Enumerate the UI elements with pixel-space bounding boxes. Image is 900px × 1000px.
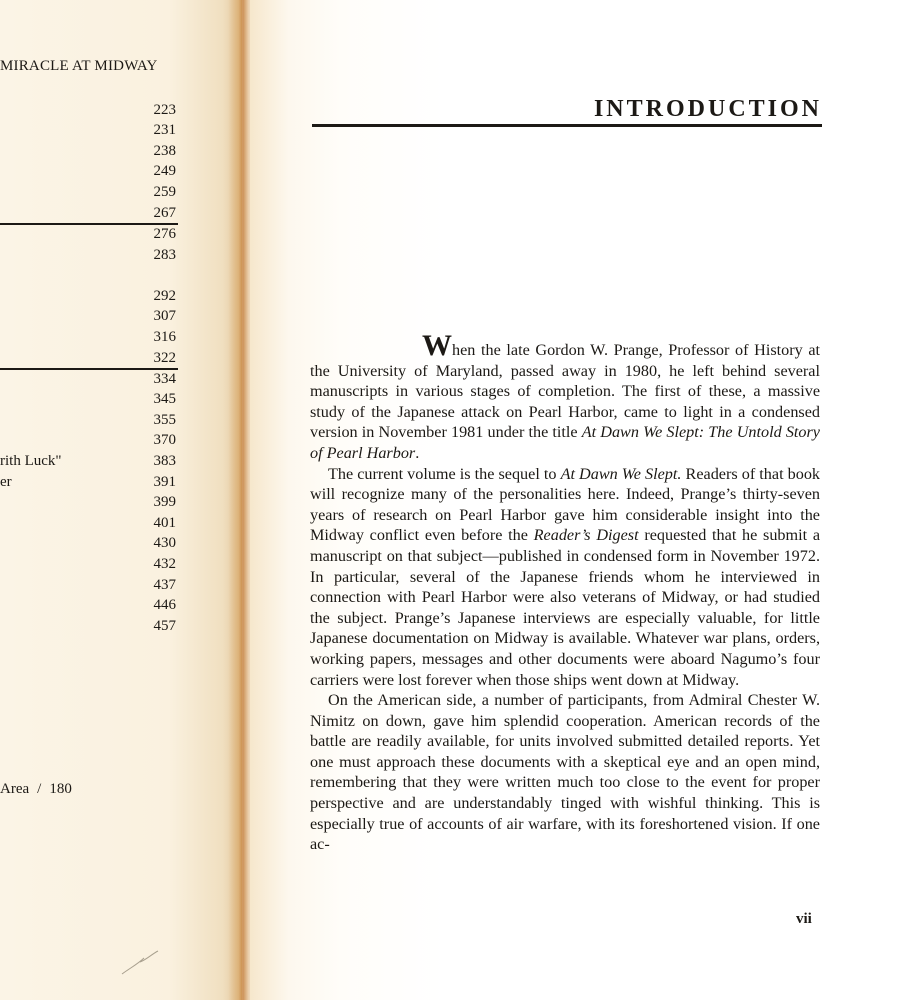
chapter-title: INTRODUCTION bbox=[593, 96, 822, 122]
toc-page-number: 238 bbox=[153, 143, 176, 159]
right-page bbox=[250, 0, 900, 1000]
toc-page-number: 223 bbox=[153, 102, 176, 118]
paragraph: The current volume is the sequel to At Dawn We Slept. Readers of that book will recognize many of the personalities here. Indeed, Prange’s thirty-seven years of research on Pearl Harbor gave him considerable insight into the Midway conflict even before the Reader’s Digest requested that he submit a manuscript on that subject—published in condensed form in November 1972. In particular, several of the Japanese friends whom he interviewed in connection with Pearl Harbor were also veterans of Midway, or had studied the subject. Prange’s Japanese interviews are especially valuable, for little Japanese documentation on Midway is available. Whatever war plans, orders, working papers, messages and other documents were aboard Nagumo’s four carriers were lost forever when those ships went down at Midway. bbox=[310, 464, 821, 689]
toc-page-number: 437 bbox=[153, 577, 176, 593]
toc-page-number: 267 bbox=[153, 205, 176, 221]
toc-page-number: 446 bbox=[153, 597, 176, 613]
toc-page-number: 307 bbox=[153, 308, 176, 324]
running-header: MIRACLE AT MIDWAY bbox=[0, 58, 158, 74]
toc-page-number: 231 bbox=[153, 122, 176, 138]
toc-page-number: 316 bbox=[153, 329, 176, 345]
toc-page-number: 345 bbox=[153, 391, 176, 407]
body-text bbox=[310, 329, 821, 855]
toc-page-number: 401 bbox=[153, 515, 176, 531]
toc-page-number: 322 bbox=[153, 350, 176, 366]
book-title: At Dawn We Slept: The Untold Story of Pearl Harbor bbox=[310, 423, 820, 462]
book-title: At Dawn We Slept. bbox=[560, 464, 682, 483]
toc-page-number: 283 bbox=[153, 247, 176, 263]
toc-page-number: 355 bbox=[153, 412, 176, 428]
publication-title: Reader’s Digest bbox=[533, 526, 639, 545]
toc-page-number: 370 bbox=[153, 432, 176, 448]
toc-page-number: 276 bbox=[153, 226, 176, 242]
paragraph: When the late Gordon W. Prange, Professor of History at the University of Maryland, passed away in 1980, he left behind several manuscripts in various stages of completion. The first of these, a massive study of the Japanese attack on Pearl Harbor, came to light in a condensed version in November 1981 under the title At Dawn We Slept: The Untold Story of Pearl Harbor. bbox=[310, 329, 820, 462]
toc-page-number: 383 bbox=[153, 453, 176, 469]
pencil-mark bbox=[120, 948, 162, 978]
paragraph: On the American side, a number of participants, from Admiral Chester W. Nimitz on down, gave him splendid cooperation. American records of the battle are readily available, for units involved submitted detailed reports. Yet one must approach these documents with a skeptical eye and an open mind, remembering that they were written much too close to the event for proper perspective and are understandably tinged with wishful thinking. This is especially true of accounts of air warfare, with its foreshortened vision. If one ac- bbox=[310, 691, 820, 854]
map-entry-separator: / bbox=[37, 781, 42, 797]
toc-entry-label: rith Luck" bbox=[0, 453, 62, 469]
toc-page-number: 457 bbox=[153, 618, 176, 634]
map-list-entry bbox=[0, 781, 72, 798]
toc-page-number: 399 bbox=[153, 494, 176, 510]
toc-page-number: 432 bbox=[153, 556, 176, 572]
toc-page-number: 430 bbox=[153, 535, 176, 551]
left-page bbox=[0, 0, 242, 1000]
map-entry-page: 180 bbox=[49, 781, 72, 797]
toc-entry-label: er bbox=[0, 474, 12, 490]
toc-page-number: 391 bbox=[153, 474, 176, 490]
toc-page-number: 249 bbox=[153, 163, 176, 179]
title-rule bbox=[312, 124, 822, 127]
toc-page-number: 292 bbox=[153, 288, 176, 304]
map-entry-label: Area bbox=[0, 781, 30, 797]
toc-page-number: 334 bbox=[153, 371, 176, 387]
page-number: vii bbox=[796, 911, 812, 927]
toc-page-number: 259 bbox=[153, 184, 176, 200]
drop-cap: W bbox=[422, 329, 452, 362]
